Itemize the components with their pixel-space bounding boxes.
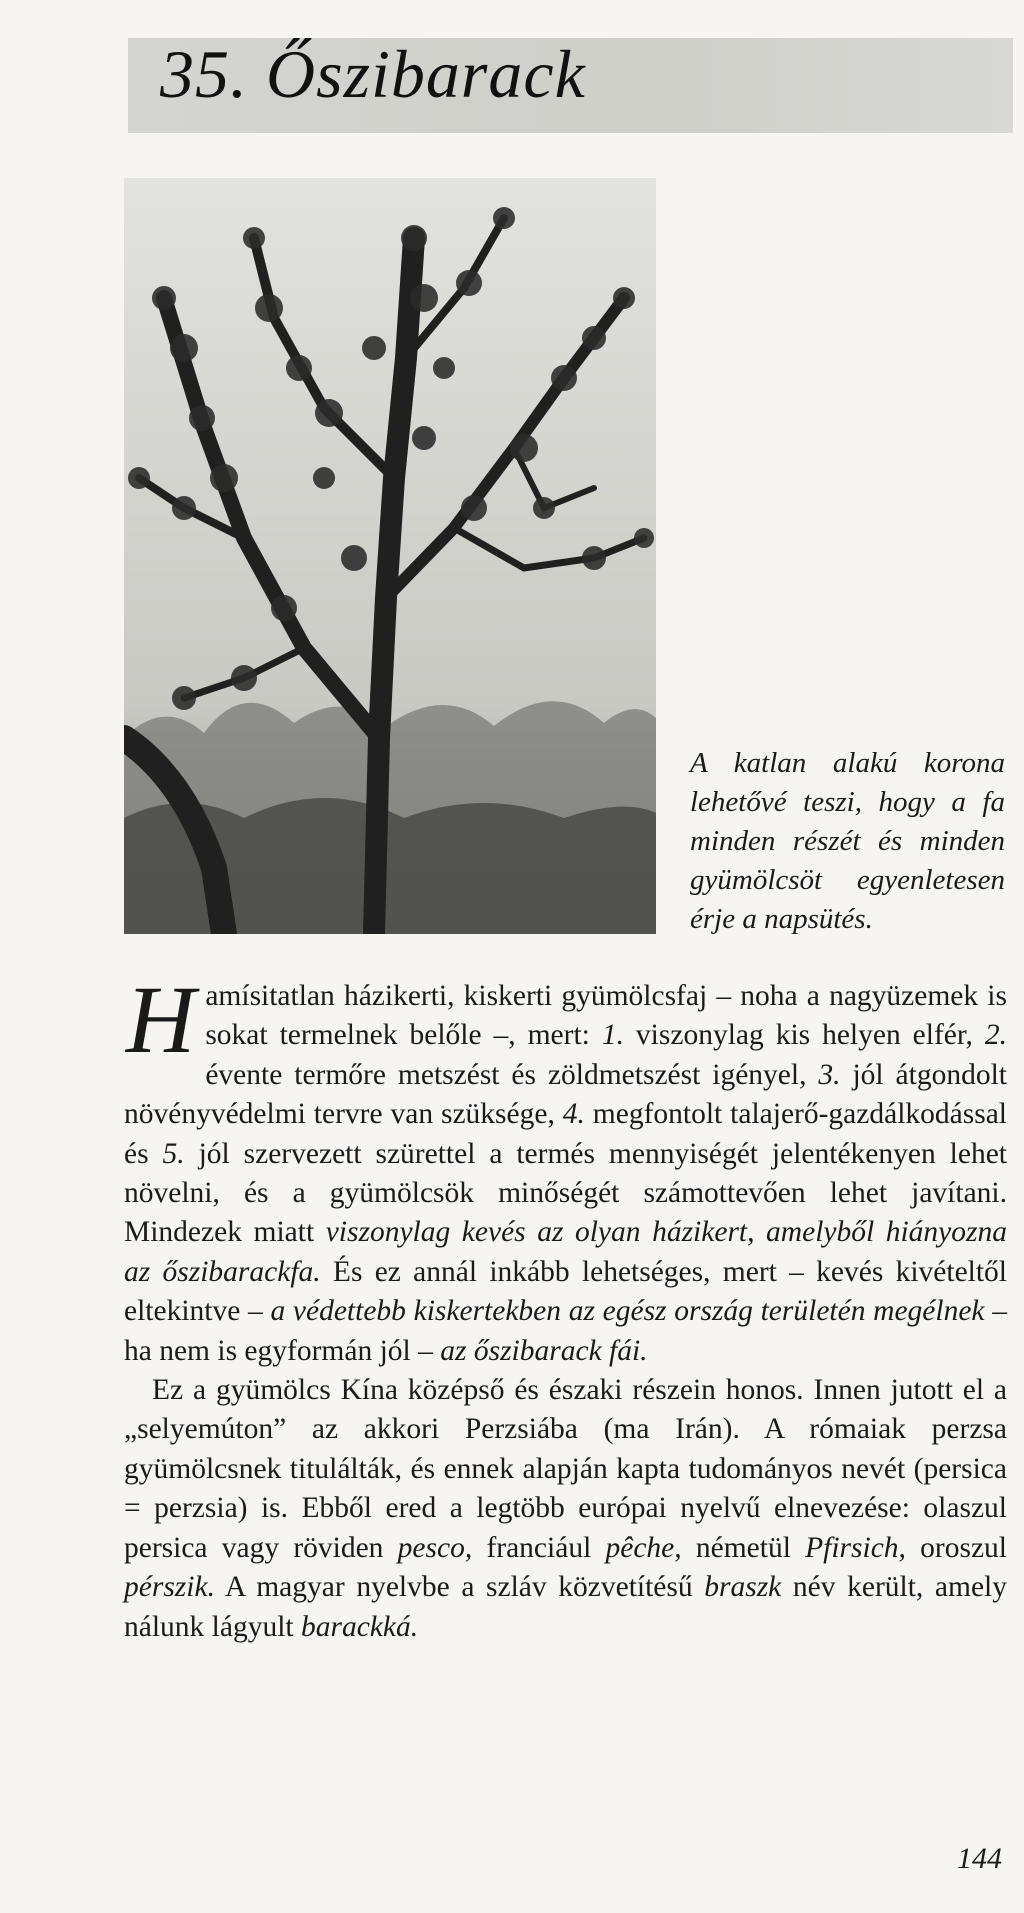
text-run: 2. xyxy=(984,1019,1007,1052)
paragraph-intro xyxy=(124,966,1008,1371)
text-run: jól átgondolt növényvédelmi tervre van szüksége, xyxy=(124,1058,1007,1131)
text-run: 4. xyxy=(562,1098,585,1131)
text-run: franciául xyxy=(472,1531,606,1564)
text-run: név került, amely nálunk lágyult xyxy=(124,1571,1007,1643)
text-run: évente termőre metszést és zöldmetszést igényel, xyxy=(205,1058,819,1091)
text-run: pêche, xyxy=(605,1531,682,1564)
text-run: németül xyxy=(681,1531,806,1564)
text-run: 1. xyxy=(601,1019,624,1052)
peach-tree-illustration xyxy=(124,178,656,934)
text-run: oroszul xyxy=(905,1531,1008,1564)
text-run: a védettebb kiskertekben az egész ország területén megélnek xyxy=(270,1295,985,1328)
peach-tree-photo xyxy=(124,178,656,934)
page-number: 144 xyxy=(957,1842,1002,1875)
chapter-title: 35. Őszibarack xyxy=(160,36,586,112)
text-run: jól szervezett szürettel a termés mennyiségét jelentékenyen lehet növelni, és a gyümölcsök minőségét számottevően lehet javítani. Mindezek miatt xyxy=(124,1137,1007,1249)
text-run: – ha nem is egyformán jól – xyxy=(124,1295,1007,1367)
text-run: barackká. xyxy=(300,1610,419,1643)
article-body xyxy=(124,966,1008,1647)
text-run: A magyar nyelvbe a szláv közvetítésű xyxy=(214,1571,705,1604)
text-run: az őszibarack fái. xyxy=(440,1334,648,1367)
text-run: 3. xyxy=(818,1058,841,1091)
drop-cap: H xyxy=(126,966,196,1073)
text-run: amísitatlan házikerti, kiskerti gyümölcsfaj – noha a nagyüzemek is sokat termelnek belőle –, mert: xyxy=(205,980,1007,1052)
text-run: megfontolt talajerő-gazdálkodással és xyxy=(124,1098,1008,1170)
text-run: braszk xyxy=(704,1571,782,1604)
photo-caption: A katlan alakú korona lehetővé teszi, hogy a fa minden részét és minden gyümölcsöt egyenletesen érje a napsütés. xyxy=(690,747,1005,935)
text-run: pesco, xyxy=(397,1531,473,1564)
text-run: Pfirsich, xyxy=(805,1531,906,1564)
text-run: Ez a gyümölcs Kína középső és északi részein honos. Innen jutott el a „selyemúton” az akkori Perzsiába (ma Irán). A rómaiak perzsa gyümölcsnek titulálták, és ennek alapján kapta tudományos nevét (persica = perzsia) is. Ebből ered a legtöbb európai nyelvű elnevezése: olaszul persica vagy röviden xyxy=(124,1374,1007,1564)
text-run: viszonylag kevés az olyan házikert, amelyből hiányozna az őszibarackfa. xyxy=(124,1216,1008,1288)
text-run: viszonylag kis helyen elfér, xyxy=(623,1019,985,1052)
text-run: pérszik. xyxy=(124,1571,215,1604)
text-run: És ez annál inkább lehetséges, mert – kevés kivételtől eltekintve – xyxy=(124,1255,1008,1328)
text-run: 5. xyxy=(162,1137,185,1170)
paragraph-origin xyxy=(124,1371,1007,1647)
